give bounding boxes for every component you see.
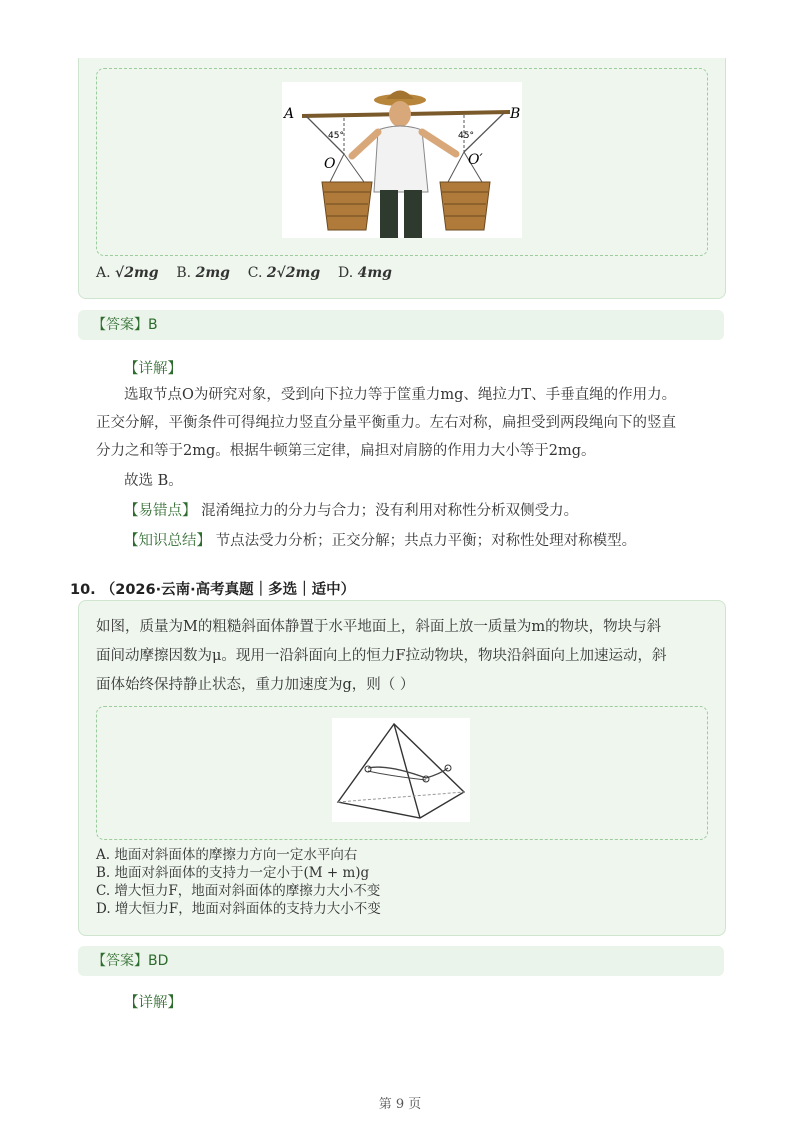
q9-summary — [124, 528, 636, 554]
q9-option-c[interactable]: C. 2√2mg — [247, 265, 321, 281]
mistake-tag: 【易错点】 — [124, 503, 197, 519]
q9-option-d[interactable]: D. 4mg — [337, 265, 392, 281]
q10-stem-3: 面体始终保持静止状态，重力加速度为g，则（ ） — [96, 677, 415, 693]
inclined-pyramid-figure — [332, 718, 470, 822]
q9-option-b[interactable]: B. 2mg — [176, 265, 230, 281]
label-a: A — [284, 106, 295, 122]
label-o-prime: O′ — [468, 152, 483, 168]
q9-explain-line-3: 分力之和等于2mg。根据牛顿第三定律，扁担对肩膀的作用力大小等于2mg。 — [96, 443, 596, 459]
q10-stem-2: 面间动摩擦因数为μ。现用一沿斜面向上的恒力F拉动物块，物块沿斜面向上加速运动，斜 — [96, 648, 667, 664]
q9-explain-line-2: 正交分解，平衡条件可得绳拉力竖直分量平衡重力。左右对称，扁担受到两段绳向下的竖直 — [96, 415, 676, 431]
q9-mistake — [124, 498, 578, 524]
q10-figure — [332, 718, 470, 822]
q9-explain-line-1: 选取节点O为研究对象，受到向下拉力等于筐重力mg、绳拉力T、手垂直绳的作用力。 — [124, 387, 677, 403]
summary-text: 节点法受力分析；正交分解；共点力平衡；对称性处理对称模型。 — [215, 533, 637, 549]
q10-option-a[interactable]: A. 地面对斜面体的摩擦力方向一定水平向右 — [96, 847, 358, 863]
q10-stem-1: 如图，质量为M的粗糙斜面体静置于水平地面上，斜面上放一质量为m的物块，物块与斜 — [96, 619, 662, 635]
q9-options — [96, 264, 392, 282]
q10-option-c[interactable]: C. 增大恒力F，地面对斜面体的摩擦力大小不变 — [96, 883, 381, 899]
q10-explain-title: 【详解】 — [124, 995, 182, 1011]
summary-tag: 【知识总结】 — [124, 533, 211, 549]
shoulder-pole-figure — [282, 82, 522, 238]
q9-conclusion: 故选 B。 — [124, 473, 183, 489]
q10-header: 10. （2026·云南·高考真题｜多选｜适中） — [70, 582, 356, 598]
q10-option-d[interactable]: D. 增大恒力F，地面对斜面体的支持力大小不变 — [96, 901, 381, 917]
angle-label-left: 45° — [328, 131, 344, 141]
q9-explain-title: 【详解】 — [124, 361, 182, 377]
angle-label-right: 45° — [458, 131, 474, 141]
q9-figure — [282, 82, 522, 238]
q9-answer-bar: 【答案】B — [78, 310, 724, 340]
mistake-text: 混淆绳拉力的分力与合力；没有利用对称性分析双侧受力。 — [201, 503, 579, 519]
page-number: 第 9 页 — [378, 1097, 422, 1112]
label-b: B — [510, 106, 521, 122]
q10-answer-bar: 【答案】BD — [78, 946, 724, 976]
label-o: O — [324, 156, 336, 172]
q10-option-b[interactable]: B. 地面对斜面体的支持力一定小于(M + m)g — [96, 865, 370, 881]
q9-option-a[interactable]: A. √2mg — [96, 265, 159, 281]
